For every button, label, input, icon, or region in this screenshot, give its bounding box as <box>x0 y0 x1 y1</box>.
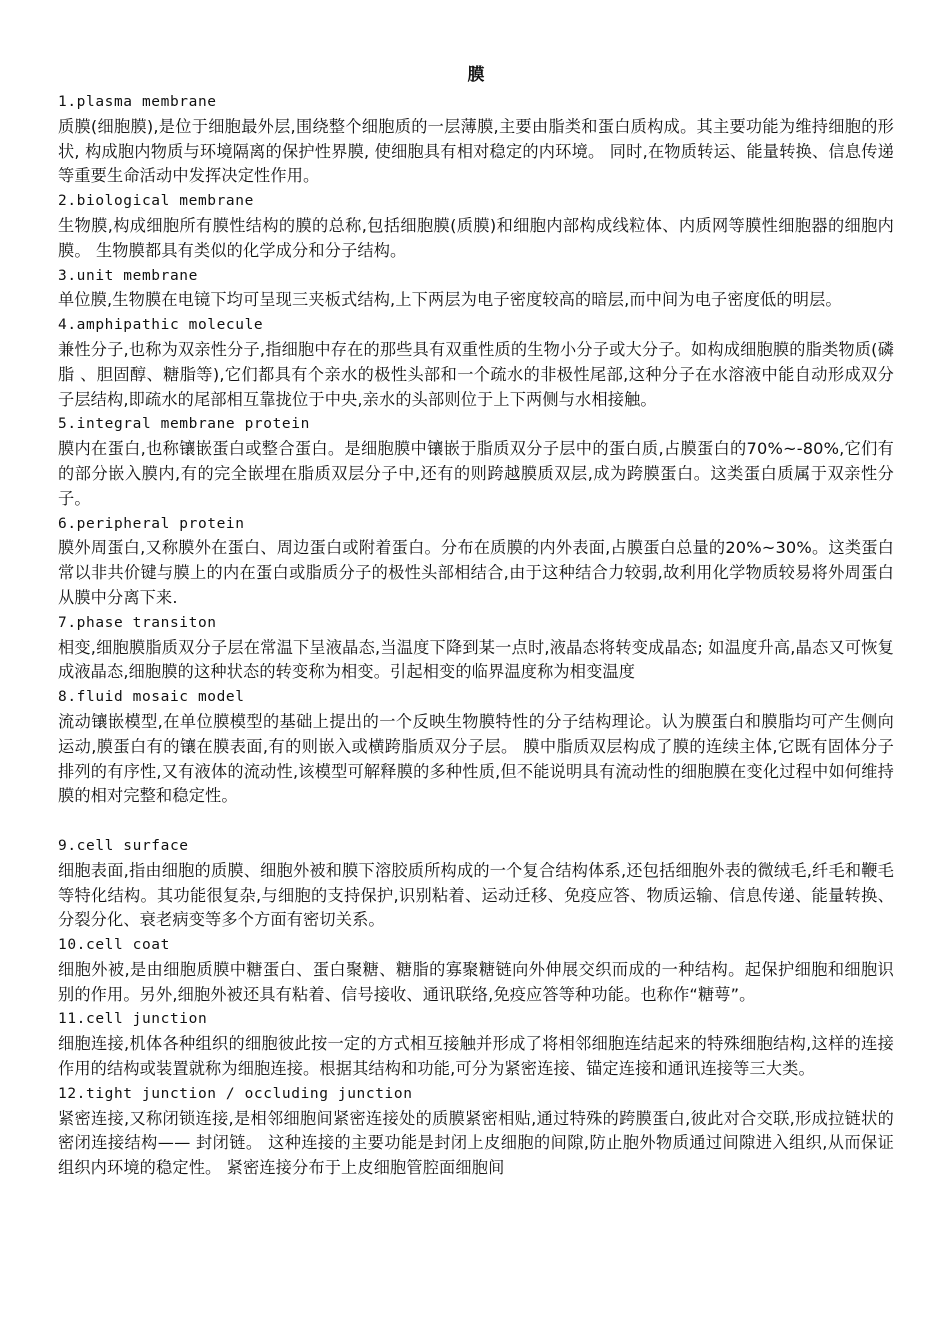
entry-9 <box>58 834 894 933</box>
entry-3 <box>58 264 894 314</box>
term-heading: 4.amphipathic molecule <box>58 317 264 334</box>
entry-6 <box>58 512 894 611</box>
term-heading: 3.unit membrane <box>58 267 198 284</box>
term-definition: 流动镶嵌模型,在单位膜模型的基础上提出的一个反映生物膜特性的分子结构理论。认为膜蛋白和膜脂均可产生侧向运动,膜蛋白有的镶在膜表面,有的则嵌入或横跨脂质双分子层。 膜中脂质双层构成了膜的连续主体,它既有固体分子排列的有序性,又有液体的流动性,该模型可解释膜的多种性质,但不能说明具有流动性的细胞膜在变化过程中如何维持膜的相对完整和稳定性。 <box>58 711 894 806</box>
entry-7 <box>58 611 894 685</box>
entry-10 <box>58 933 894 1007</box>
term-heading: 11.cell junction <box>58 1011 208 1028</box>
page-title: 膜 <box>467 65 485 85</box>
term-heading: 5.integral membrane protein <box>58 416 310 433</box>
entry-5 <box>58 412 894 511</box>
term-definition: 膜外周蛋白,又称膜外在蛋白、周边蛋白或附着蛋白。分布在质膜的内外表面,占膜蛋白总量的20%~30%。这类蛋白常以非共价键与膜上的内在蛋白或脂质分子的极性头部相结合,由于这种结合力较弱,故利用化学物质较易将外周蛋白从膜中分离下来. <box>58 538 894 607</box>
entry-8 <box>58 685 894 809</box>
term-definition: 紧密连接,又称闭锁连接,是相邻细胞间紧密连接处的质膜紧密相贴,通过特殊的跨膜蛋白,彼此对合交联,形成拉链状的密闭连接结构—— 封闭链。 这种连接的主要功能是封闭上皮细胞的间隙,防止胞外物质通过间隙进入组织,从而保证组织内环境的稳定性。 紧密连接分布于上皮细胞管腔面细胞间 <box>58 1108 894 1178</box>
term-definition: 兼性分子,也称为双亲性分子,指细胞中存在的那些具有双重性质的生物小分子或大分子。如构成细胞膜的脂类物质(磷脂 、胆固醇、糖脂等),它们都具有个亲水的极性头部和一个疏水的非极性尾部,这种分子在水溶液中能自动形成双分子层结构,即疏水的尾部相互靠拢位于中央,亲水的头部则位于上下两侧与水相接触。 <box>58 339 894 409</box>
term-heading: 1.plasma membrane <box>58 94 217 110</box>
entry-1 <box>58 90 894 189</box>
term-definition: 质膜(细胞膜),是位于细胞最外层,围绕整个细胞质的一层薄膜,主要由脂类和蛋白质构成。其主要功能为维持细胞的形状, 构成胞内物质与环境隔离的保护性界膜, 使细胞具有相对稳定的内环境。 同时,在物质转运、能量转换、信息传递等重要生命活动中发挥决定性作用。 <box>58 116 894 186</box>
term-definition: 单位膜,生物膜在电镜下均可呈现三夹板式结构,上下两层为电子密度较高的暗层,而中间为电子密度低的明层。 <box>58 290 842 310</box>
entry-2 <box>58 189 894 263</box>
term-heading: 8.fluid mosaic model <box>58 689 245 706</box>
document-page <box>58 62 894 1181</box>
term-definition: 相变,细胞膜脂质双分子层在常温下呈液晶态,当温度下降到某一点时,液晶态将转变成晶态; 如温度升高,晶态又可恢复成液晶态,细胞膜的这种状态的转变称为相变。引起相变的临界温度称为相变温度 <box>58 637 894 682</box>
term-heading: 9.cell surface <box>58 837 189 854</box>
term-heading: 12.tight junction / occluding junction <box>58 1085 413 1102</box>
term-heading: 6.peripheral protein <box>58 515 245 532</box>
term-definition: 细胞外被,是由细胞质膜中糖蛋白、蛋白聚糖、糖脂的寡聚糖链向外伸展交织而成的一种结构。起保护细胞和细胞识别的作用。另外,细胞外被还具有粘着、信号接收、通讯联络,免疫应答等种功能。也称作“糖萼”。 <box>58 959 894 1004</box>
entry-12 <box>58 1082 894 1181</box>
term-definition: 细胞连接,机体各种组织的细胞彼此按一定的方式相互接触并形成了将相邻细胞连结起来的特殊细胞结构,这样的连接作用的结构或装置就称为细胞连接。根据其结构和功能,可分为紧密连接、锚定连接和通讯连接等三大类。 <box>58 1034 894 1079</box>
blank-line <box>58 809 894 834</box>
term-heading: 2.biological membrane <box>58 193 254 210</box>
term-heading: 10.cell coat <box>58 937 170 954</box>
entry-11 <box>58 1007 894 1081</box>
term-definition: 细胞表面,指由细胞的质膜、细胞外被和膜下溶胶质所构成的一个复合结构体系,还包括细胞外表的微绒毛,纤毛和鞭毛等特化结构。其功能很复杂,与细胞的支持保护,识别粘着、运动迁移、免疫应答、物质运输、信息传递、能量转换、分裂分化、衰老病变等多个方面有密切关系。 <box>58 860 894 930</box>
entry-4 <box>58 313 894 412</box>
term-heading: 7.phase transiton <box>58 614 217 631</box>
term-definition: 生物膜,构成细胞所有膜性结构的膜的总称,包括细胞膜(质膜)和细胞内部构成线粒体、内质网等膜性细胞器的细胞内膜。 生物膜都具有类似的化学成分和分子结构。 <box>58 215 894 260</box>
term-definition: 膜内在蛋白,也称镶嵌蛋白或整合蛋白。是细胞膜中镶嵌于脂质双分子层中的蛋白质,占膜蛋白的70%~-80%,它们有的部分嵌入膜内,有的完全嵌埋在脂质双层分子中,还有的则跨越膜质双层,成为跨膜蛋白。这类蛋白质属于双亲性分子。 <box>58 439 894 508</box>
